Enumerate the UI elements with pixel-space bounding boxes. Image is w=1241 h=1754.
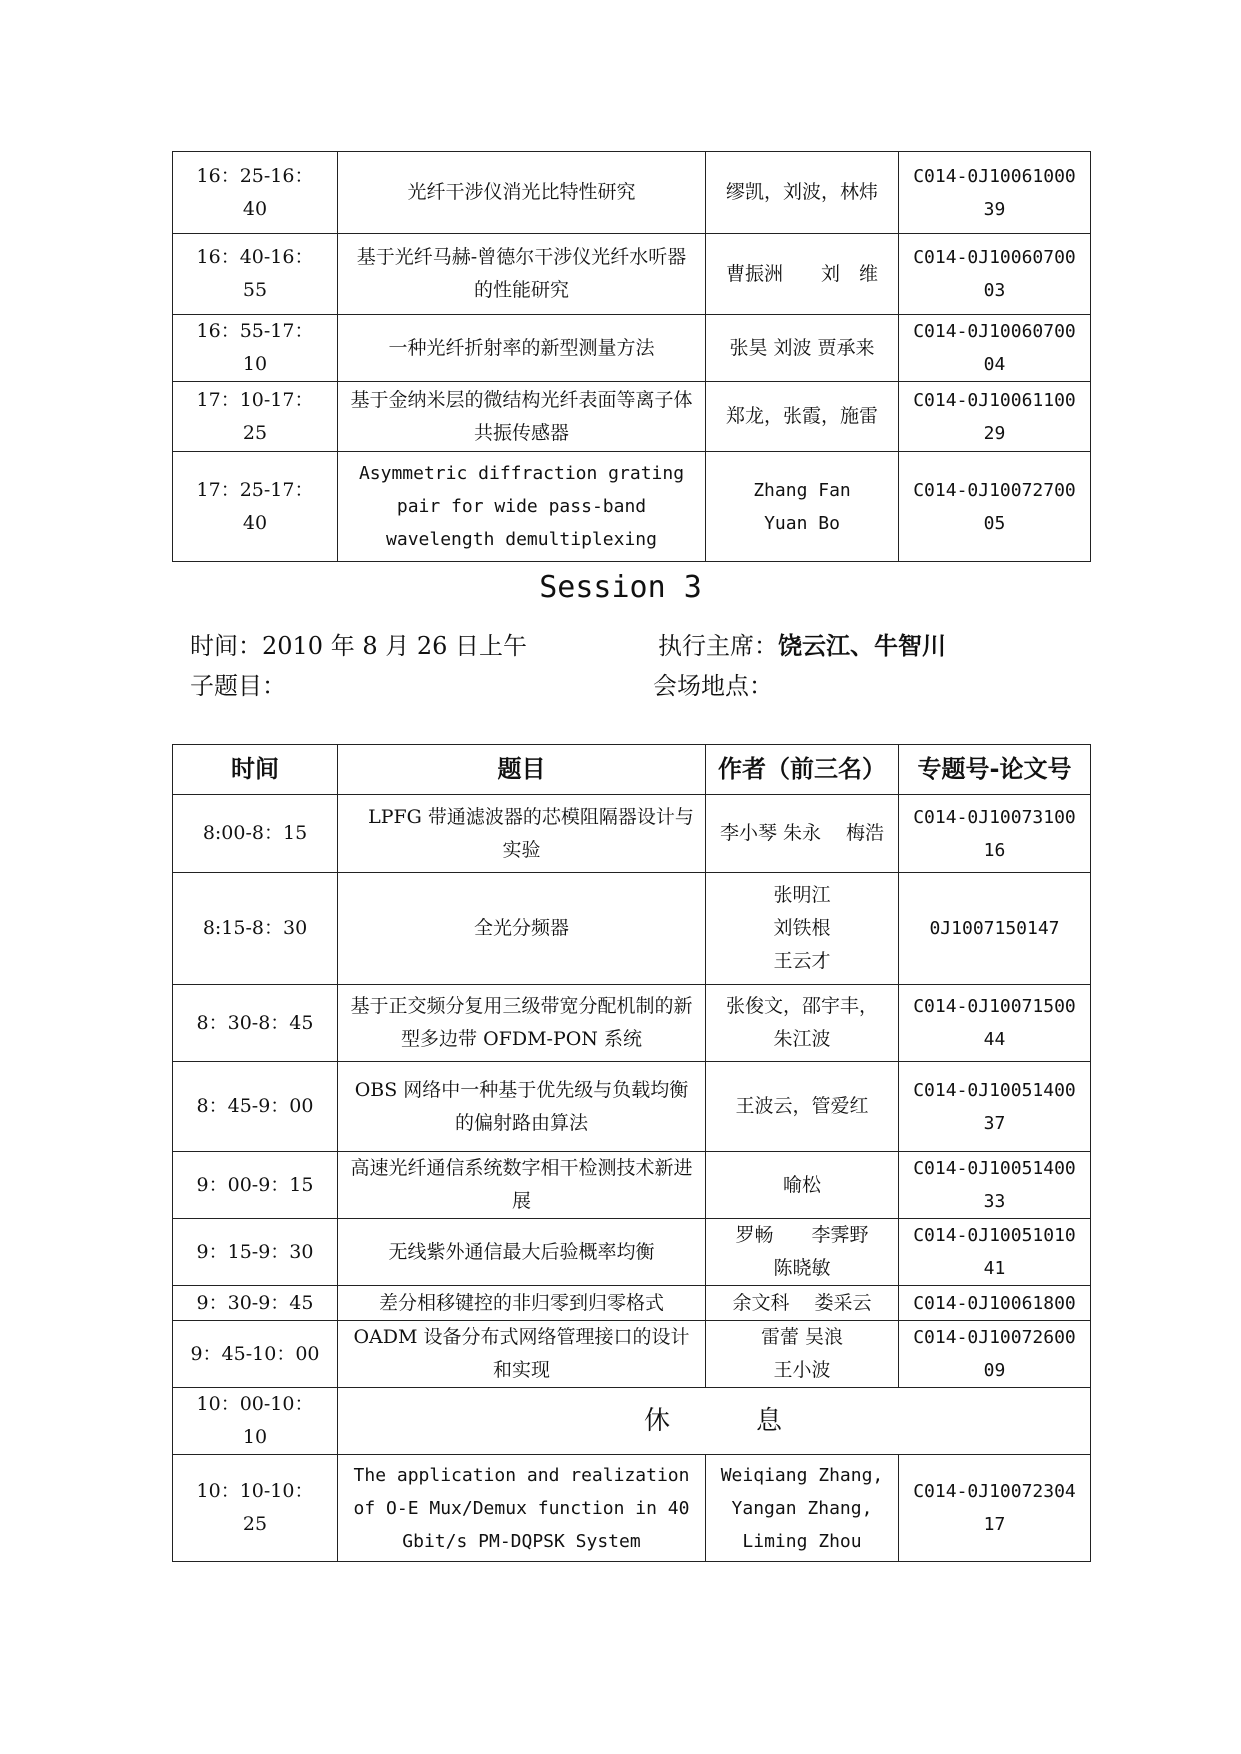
chair-value: 饶云江、牛智川 [778, 632, 946, 660]
title-cell: 基于正交频分复用三级带宽分配机制的新型多边带 OFDM-PON 系统 [338, 985, 706, 1062]
venue-label: 会场地点： [653, 672, 773, 700]
authors-cell: 张明江 刘铁根 王云才 [706, 873, 899, 985]
table-row [173, 873, 1091, 985]
subtopic-label: 子题目： [190, 672, 286, 700]
table-row [173, 1286, 1091, 1321]
table-row [173, 985, 1091, 1062]
title-cell: 一种光纤折射率的新型测量方法 [338, 315, 706, 382]
table-header-row [173, 745, 1091, 795]
table-row [173, 234, 1091, 315]
authors-cell: 王波云，管爱红 [706, 1062, 899, 1152]
authors-cell: 张俊文，邵宇丰，朱江波 [706, 985, 899, 1062]
code-cell: C014-0J10061800 [899, 1286, 1091, 1321]
time-cell: 10：10-10：25 [173, 1455, 338, 1562]
authors-cell: 雷蕾 吴浪 王小波 [706, 1321, 899, 1388]
table-row [173, 315, 1091, 382]
code-cell: C014-0J10072600 09 [899, 1321, 1091, 1388]
time-value: 2010 年 8 月 26 日上午 [262, 632, 528, 660]
session-chair [658, 626, 946, 661]
header-authors: 作者（前三名） [706, 745, 899, 795]
time-cell: 8：45-9：00 [173, 1062, 338, 1152]
time-cell: 8:00-8：15 [173, 795, 338, 873]
time-cell: 16：40-16：55 [173, 234, 338, 315]
table-row [173, 1219, 1091, 1286]
title-cell: 无线紫外通信最大后验概率均衡 [338, 1219, 706, 1286]
authors-cell: 曹振洲 刘 维 [706, 234, 899, 315]
header-time: 时间 [173, 745, 338, 795]
authors-cell: 喻松 [706, 1152, 899, 1219]
title-cell: OADM 设备分布式网络管理接口的设计和实现 [338, 1321, 706, 1388]
title-cell: 基于光纤马赫-曾德尔干涉仪光纤水听器的性能研究 [338, 234, 706, 315]
time-cell: 16：55-17：10 [173, 315, 338, 382]
authors-cell: 余文科 娄采云 [706, 1286, 899, 1321]
code-cell: C014-0J10051400 37 [899, 1062, 1091, 1152]
time-cell: 10：00-10：10 [173, 1388, 338, 1455]
code-cell: C014-0J10073100 16 [899, 795, 1091, 873]
code-cell: C014-0J10060700 04 [899, 315, 1091, 382]
time-cell: 9：00-9：15 [173, 1152, 338, 1219]
table-row [173, 1321, 1091, 1388]
title-cell: 高速光纤通信系统数字相干检测技术新进展 [338, 1152, 706, 1219]
break-cell: 休 息 [338, 1388, 1091, 1455]
break-row [173, 1388, 1091, 1455]
code-cell: C014-0J10060700 03 [899, 234, 1091, 315]
code-cell: C014-0J10071500 44 [899, 985, 1091, 1062]
table-row [173, 1062, 1091, 1152]
code-cell: C014-0J10061100 29 [899, 382, 1091, 452]
time-cell: 17：25-17：40 [173, 452, 338, 562]
schedule-table-previous-session [172, 151, 1091, 562]
time-cell: 17：10-17：25 [173, 382, 338, 452]
code-cell: C014-0J10061000 39 [899, 152, 1091, 234]
chair-label: 执行主席： [658, 632, 778, 660]
table-row [173, 795, 1091, 873]
table-row [173, 452, 1091, 562]
table-row [173, 382, 1091, 452]
session-venue [653, 666, 773, 701]
authors-cell: 郑龙，张霞，施雷 [706, 382, 899, 452]
time-cell: 9：15-9：30 [173, 1219, 338, 1286]
title-cell: The application and realization of O-E Mux/Demux function in 40 Gbit/s PM-DQPSK System [338, 1455, 706, 1562]
time-label: 时间： [190, 632, 262, 660]
code-cell: C014-0J10051400 33 [899, 1152, 1091, 1219]
header-code: 专题号-论文号 [899, 745, 1091, 795]
code-cell: C014-0J10072700 05 [899, 452, 1091, 562]
time-cell: 8：30-8：45 [173, 985, 338, 1062]
authors-cell: Weiqiang Zhang, Yangan Zhang, Liming Zhou [706, 1455, 899, 1562]
header-title: 题目 [338, 745, 706, 795]
title-cell: OBS 网络中一种基于优先级与负载均衡的偏射路由算法 [338, 1062, 706, 1152]
code-cell: C014-0J10072304 17 [899, 1455, 1091, 1562]
table-row [173, 1152, 1091, 1219]
schedule-table-session-3 [172, 744, 1091, 1562]
authors-cell: 李小琴 朱永 梅浩 [706, 795, 899, 873]
title-cell: 光纤干涉仪消光比特性研究 [338, 152, 706, 234]
title-cell: 基于金纳米层的微结构光纤表面等离子体共振传感器 [338, 382, 706, 452]
authors-cell: Zhang Fan Yuan Bo [706, 452, 899, 562]
table-row [173, 1455, 1091, 1562]
authors-cell: 罗畅 李霁野 陈晓敏 [706, 1219, 899, 1286]
code-cell: C014-0J10051010 41 [899, 1219, 1091, 1286]
time-cell: 16：25-16：40 [173, 152, 338, 234]
time-cell: 9：30-9：45 [173, 1286, 338, 1321]
session-title: Session 3 [539, 570, 702, 605]
title-cell: LPFG 带通滤波器的芯模阻隔器设计与实验 [338, 795, 706, 873]
code-cell: 0J1007150147 [899, 873, 1091, 985]
title-cell: Asymmetric diffraction grating pair for wide pass-band wavelength demultiplexing [338, 452, 706, 562]
session-time [190, 626, 527, 661]
title-cell: 全光分频器 [338, 873, 706, 985]
table-row [173, 152, 1091, 234]
authors-cell: 张昊 刘波 贾承来 [706, 315, 899, 382]
time-cell: 9：45-10：00 [173, 1321, 338, 1388]
time-cell: 8:15-8：30 [173, 873, 338, 985]
session-subtopic [190, 666, 286, 701]
authors-cell: 缪凯，刘波，林炜 [706, 152, 899, 234]
title-cell: 差分相移键控的非归零到归零格式 [338, 1286, 706, 1321]
